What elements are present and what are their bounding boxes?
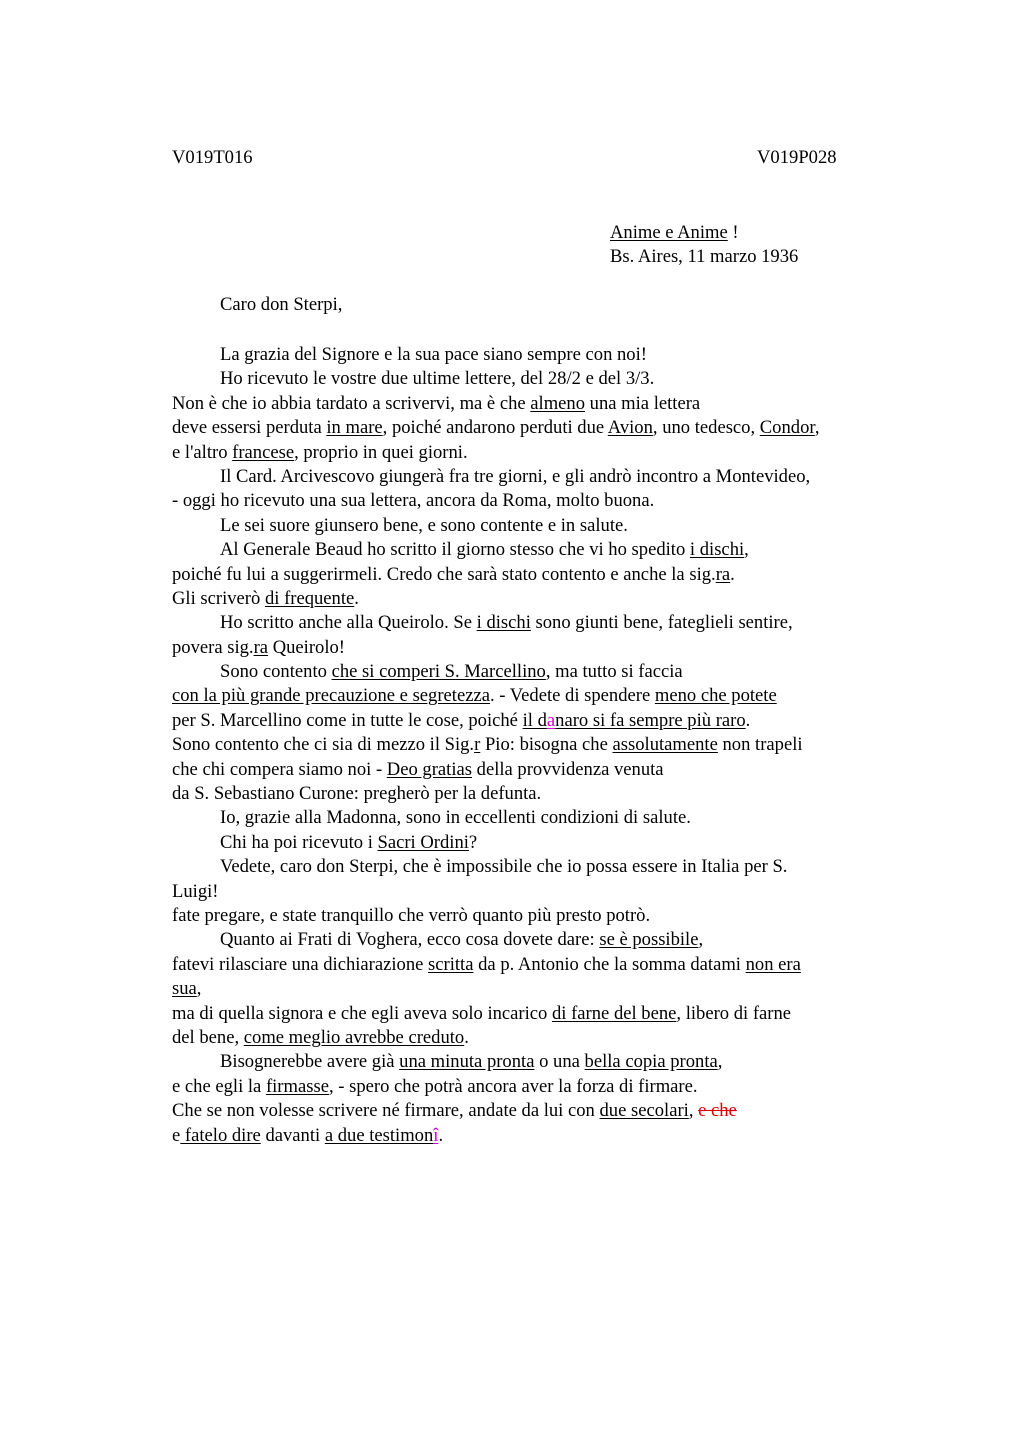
line-text: ? xyxy=(468,831,478,853)
letter-line xyxy=(172,1099,902,1123)
line-text: . xyxy=(354,587,359,609)
underlined-text: î xyxy=(433,1124,439,1146)
dateline-title-suffix: ! xyxy=(727,222,739,243)
document-code-right: V019P028 xyxy=(757,147,837,168)
line-text: , xyxy=(744,539,749,561)
line-text: Chi ha poi ricevuto i xyxy=(220,831,378,853)
dateline-title xyxy=(610,221,798,245)
line-text: fate pregare, e state tranquillo che verrò quanto più presto potrò. xyxy=(172,904,651,926)
line-text: non trapeli xyxy=(717,734,803,756)
underlined-text: di farne del bene xyxy=(552,1002,677,1024)
underlined-text: Avion xyxy=(607,417,653,439)
line-text: , xyxy=(814,417,820,439)
line-text: Che se non volesse scrivere né firmare, andate da lui con xyxy=(172,1100,600,1122)
letter-line xyxy=(172,1075,902,1099)
line-text: Io, grazie alla Madonna, sono in eccellenti condizioni di salute. xyxy=(220,807,691,829)
underlined-text: r xyxy=(474,734,481,756)
underlined-text: non era xyxy=(745,953,801,975)
letter-line xyxy=(172,977,902,1001)
letter-line xyxy=(172,441,902,465)
underlined-text: Deo gratias xyxy=(386,758,472,780)
underlined-text: naro si fa sempre più raro xyxy=(555,709,746,731)
line-text: . xyxy=(464,1026,469,1048)
line-text: e l'altro xyxy=(172,441,233,463)
line-text: , xyxy=(688,1100,699,1122)
struck-text: e che xyxy=(698,1100,737,1122)
underlined-text: ra xyxy=(253,636,269,658)
underlined-text: sua xyxy=(172,978,197,1000)
underlined-text: almeno xyxy=(530,392,586,414)
letter-line xyxy=(172,1026,902,1050)
line-text: , poiché andarono perduti due xyxy=(382,417,608,439)
line-text: sono giunti bene, fateglieli sentire, xyxy=(530,612,793,634)
letter-line xyxy=(172,392,902,416)
line-text: Sono contento che ci sia di mezzo il Sig. xyxy=(172,734,475,756)
letter-line xyxy=(172,514,902,538)
line-text: . - Vedete di spendere xyxy=(489,685,655,707)
line-text: La grazia del Signore e la sua pace siano sempre con noi! xyxy=(220,344,647,365)
underlined-text: ra xyxy=(715,563,731,585)
line-text: , proprio in quei giorni. xyxy=(294,441,468,463)
underlined-text: di frequente xyxy=(264,587,355,609)
line-text: Gli scriverò xyxy=(172,587,265,609)
underlined-text: in mare xyxy=(326,417,383,439)
underlined-text: a xyxy=(546,709,556,731)
underlined-text: assolutamente xyxy=(612,734,718,756)
line-text: Ho ricevuto le vostre due ultime lettere, del 28/2 e del 3/3. xyxy=(220,368,655,390)
line-text: o una xyxy=(534,1051,585,1073)
letter-line xyxy=(172,880,902,904)
line-text: , ma tutto si faccia xyxy=(545,661,683,683)
underlined-text: fatelo dire xyxy=(180,1124,261,1146)
line-text: ma di quella signora e che egli aveva solo incarico xyxy=(172,1002,552,1024)
line-text: Bisognerebbe avere già xyxy=(220,1051,400,1073)
underlined-text: con la più grande precauzione e segretezza xyxy=(172,685,490,707)
letter-line xyxy=(172,831,902,855)
line-text: , xyxy=(717,1051,723,1073)
underlined-text: se è possibile xyxy=(599,929,699,951)
underlined-text: a due testimon xyxy=(324,1124,434,1146)
letter-line xyxy=(172,636,902,660)
letter-line xyxy=(172,489,902,513)
letter-line xyxy=(172,1124,902,1148)
line-text: . xyxy=(745,709,751,731)
underlined-text: i dischi xyxy=(476,612,531,634)
underlined-text: firmasse xyxy=(265,1075,329,1097)
line-text: Quanto ai Frati di Voghera, ecco cosa dovete dare: xyxy=(220,929,600,951)
line-text: Vedete, caro don Sterpi, che è impossibile che io possa essere in Italia per S. xyxy=(220,856,788,878)
line-text: poiché fu lui a suggerirmeli. Credo che sarà stato contento e anche la sig. xyxy=(172,563,716,585)
underlined-text: i dischi xyxy=(689,539,745,561)
line-text: Luigi! xyxy=(172,880,219,902)
letter-line xyxy=(172,1002,902,1026)
underlined-text: meno che potete xyxy=(654,685,777,707)
line-text: Queirolo! xyxy=(268,636,345,658)
letter-line xyxy=(172,855,902,879)
letter-line xyxy=(172,684,902,708)
letter-line xyxy=(172,563,902,587)
line-text: , libero di farne xyxy=(676,1002,792,1024)
line-text: Non è che io abbia tardato a scrivervi, ma è che xyxy=(172,392,531,414)
line-text: , xyxy=(196,978,202,1000)
line-text: e xyxy=(172,1124,181,1146)
line-text: Sono contento xyxy=(220,661,332,683)
letter-line xyxy=(172,465,902,489)
line-text: . xyxy=(438,1124,444,1146)
line-text: che chi compera siamo noi - xyxy=(172,758,387,780)
line-text: per S. Marcellino come in tutte le cose, poiché xyxy=(172,709,523,731)
letter-line xyxy=(172,709,902,733)
line-text: da S. Sebastiano Curone: pregherò per la defunta. xyxy=(172,783,542,805)
letter-line xyxy=(172,587,902,611)
underlined-text: il d xyxy=(522,709,547,731)
line-text: - oggi ho ricevuto una sua lettera, ancora da Roma, molto buona. xyxy=(172,490,655,512)
line-text: deve essersi perduta xyxy=(172,417,327,439)
document-code-left: V019T016 xyxy=(172,147,253,168)
line-text: , - spero che potrà ancora aver la forza di firmare. xyxy=(328,1075,698,1097)
letter-line xyxy=(172,1050,902,1074)
letter-line xyxy=(172,782,902,806)
line-text: del bene, xyxy=(172,1026,244,1048)
underlined-text: che si comperi S. Marcellino xyxy=(331,661,546,683)
letter-line xyxy=(172,367,902,391)
underlined-text: due secolari xyxy=(599,1100,689,1122)
letter-body xyxy=(172,343,902,1148)
dateline-place-date: Bs. Aires, 11 marzo 1936 xyxy=(610,246,799,268)
letter-line xyxy=(172,928,902,952)
letter-line xyxy=(172,733,902,757)
line-text: e che egli la xyxy=(172,1075,266,1097)
line-text: fatevi rilasciare una dichiarazione xyxy=(172,953,429,975)
underlined-text: francese xyxy=(232,441,295,463)
line-text: Al Generale Beaud ho scritto il giorno stesso che vi ho spedito xyxy=(220,539,690,561)
letter-line xyxy=(172,343,902,367)
line-text: , uno tedesco, xyxy=(652,417,760,439)
line-text: una mia lettera xyxy=(585,392,701,414)
line-text: davanti xyxy=(260,1124,325,1146)
letter-line xyxy=(172,806,902,830)
letter-line xyxy=(172,416,902,440)
letter-line xyxy=(172,758,902,782)
line-text: povera sig. xyxy=(172,636,254,658)
line-text: della provvidenza venuta xyxy=(472,758,664,780)
line-text: da p. Antonio che la somma datami xyxy=(473,953,746,975)
line-text: Ho scritto anche alla Queirolo. Se xyxy=(220,612,477,634)
line-text: Pio: bisogna che xyxy=(480,734,613,756)
dateline-title-underlined: Anime e Anime xyxy=(610,222,728,243)
salutation: Caro don Sterpi, xyxy=(220,294,343,315)
line-text: Il Card. Arcivescovo giungerà fra tre giorni, e gli andrò incontro a Montevideo, xyxy=(220,465,811,487)
letter-line xyxy=(172,904,902,928)
letter-line xyxy=(172,953,902,977)
underlined-text: Sacri Ordini xyxy=(377,831,469,853)
letter-line xyxy=(172,611,902,635)
letter-line xyxy=(172,538,902,562)
dateline xyxy=(610,221,798,270)
line-text: . xyxy=(730,563,735,585)
underlined-text: come meglio avrebbe creduto xyxy=(243,1026,465,1048)
letter-line xyxy=(172,660,902,684)
underlined-text: una minuta pronta xyxy=(399,1051,535,1073)
underlined-text: Condor xyxy=(759,417,815,439)
underlined-text: bella copia pronta xyxy=(584,1051,718,1073)
underlined-text: scritta xyxy=(428,953,474,975)
line-text: , xyxy=(698,929,704,951)
line-text: Le sei suore giunsero bene, e sono contente e in salute. xyxy=(220,514,628,536)
